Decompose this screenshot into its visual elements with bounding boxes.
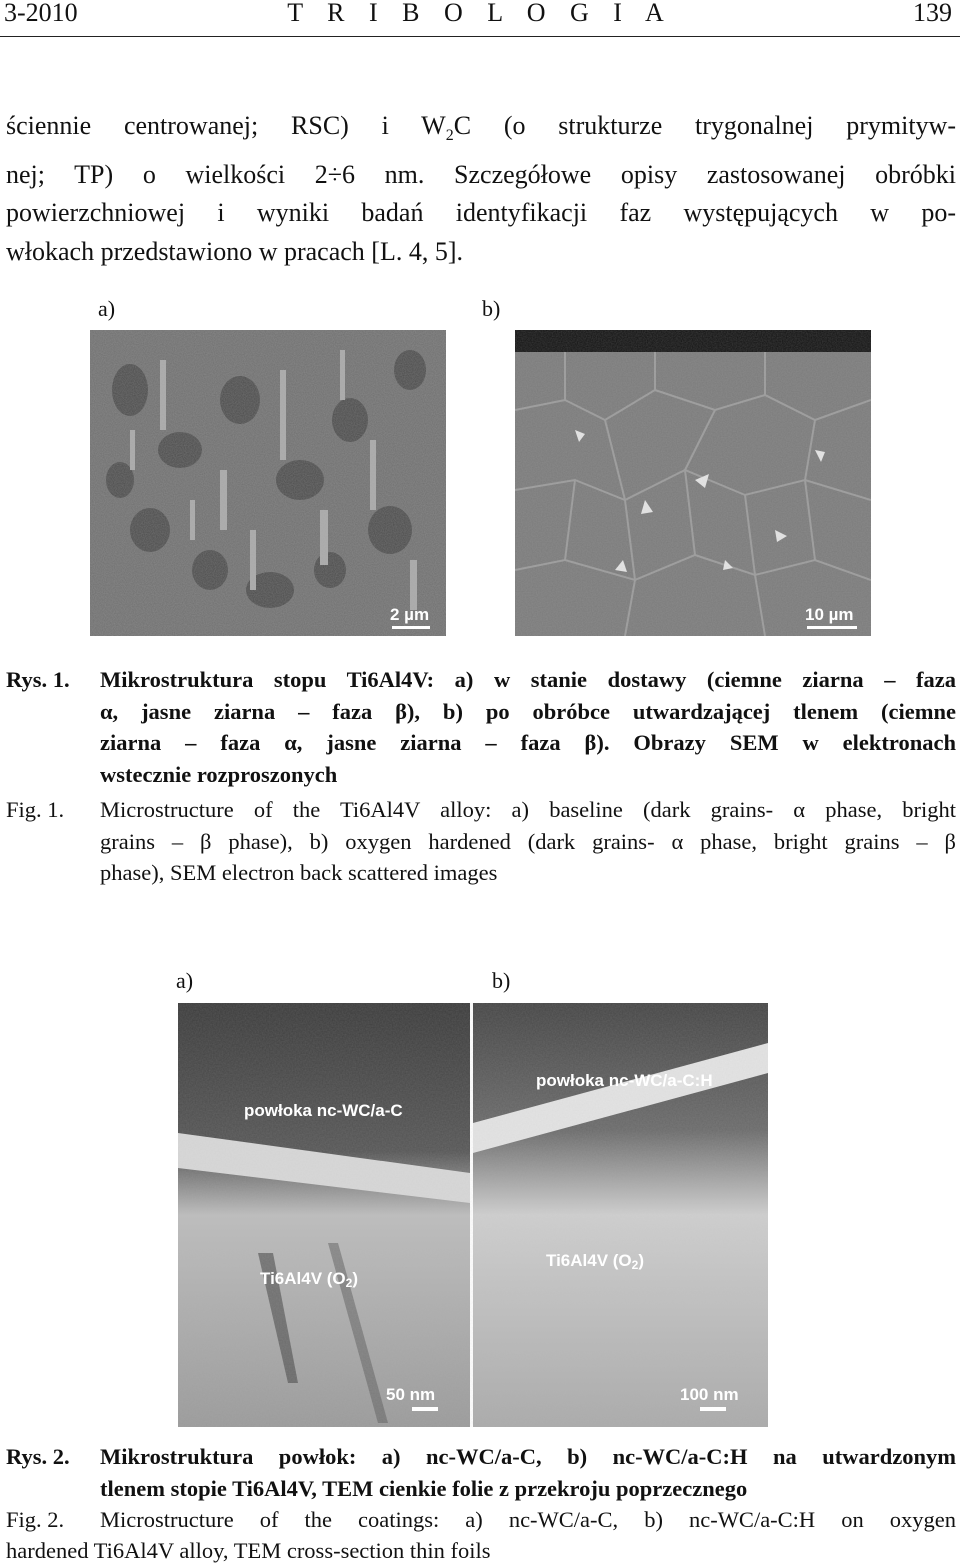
caption-line: Microstructure of the Ti6Al4V alloy: a) baseline (dark grains- α phase, bright bbox=[100, 797, 956, 822]
page-number: 139 bbox=[913, 0, 952, 27]
fig1b-scale-label: 10 µm bbox=[805, 605, 854, 624]
fig2b-coating-label: powłoka nc-WC/a-C:H bbox=[536, 1071, 713, 1090]
paragraph-line: włokach przedstawiono w pracach [L. 4, 5]. bbox=[6, 236, 463, 266]
caption-line: α, jasne ziarna – faza β), b) po obróbce utwardzającej tlenem (ciemne bbox=[100, 698, 956, 724]
fig2-caption-pl-tag: Rys. 2. bbox=[6, 1444, 70, 1469]
fig2-label-b: b) bbox=[492, 968, 511, 993]
fig2-caption-pl bbox=[0, 1441, 960, 1505]
fig1b-sem-image bbox=[515, 330, 871, 636]
caption-line: phase), SEM electron back scattered images bbox=[100, 860, 498, 885]
caption-line: grains – β phase), b) oxygen hardened (dark grains- α phase, bright grains – β bbox=[100, 828, 956, 854]
fig2-caption-en-tag: Fig. 2. bbox=[6, 1507, 65, 1532]
fig1-caption-en-tag: Fig. 1. bbox=[6, 797, 65, 822]
body-paragraph bbox=[6, 107, 956, 271]
fig2b-scale-label: 100 nm bbox=[680, 1385, 739, 1404]
fig1-label-b: b) bbox=[482, 296, 501, 321]
fig1a-scale-label: 2 µm bbox=[390, 605, 430, 624]
journal-title: T R I B O L O G I A bbox=[287, 0, 673, 27]
fig1a-sem-image bbox=[90, 330, 446, 636]
paragraph-line: nej; TP) o wielkości 2÷6 nm. Szczegółowe opisy zastosowanej obróbki bbox=[6, 159, 956, 189]
header-rule bbox=[0, 36, 960, 37]
caption-line: ziarna – faza α, jasne ziarna – faza β). Obrazy SEM w elektronach bbox=[100, 730, 956, 755]
fig2a-substrate-label: Ti6Al4V (O2) bbox=[260, 1269, 359, 1290]
fig2a-coating-label: powłoka nc-WC/a-C bbox=[244, 1101, 403, 1120]
fig2-tem-image bbox=[178, 1003, 768, 1427]
caption-line: Microstructure of the coatings: a) nc-WC/a-C, b) nc-WC/a-C:H on oxygen bbox=[100, 1507, 956, 1532]
caption-line: wstecznie rozproszonych bbox=[100, 761, 338, 787]
paragraph-line: ściennie centrowanej; RSC) i $W_2C$ (o strukturze trygonalnej prymityw- bbox=[6, 111, 956, 145]
caption-line: Mikrostruktura powłok: a) nc-WC/a-C, b) nc-WC/a-C:H na utwardzonym bbox=[100, 1444, 956, 1469]
caption-line: Mikrostruktura stopu Ti6Al4V: a) w stanie dostawy (ciemne ziarna – faza bbox=[100, 667, 956, 692]
fig2a-scale-label: 50 nm bbox=[386, 1385, 436, 1404]
fig1-caption-pl-tag: Rys. 1. bbox=[6, 667, 70, 692]
fig2b-substrate-label: Ti6Al4V (O2) bbox=[546, 1251, 645, 1272]
fig2-label-a: a) bbox=[176, 968, 194, 993]
fig2-caption-en-continued: hardened Ti6Al4V alloy, TEM cross-section thin foils bbox=[6, 1538, 491, 1563]
fig1-caption-pl bbox=[0, 664, 960, 794]
caption-line: tlenem stopie Ti6Al4V, TEM cienkie folie z przekroju poprzecznego bbox=[100, 1475, 748, 1501]
fig1-label-a: a) bbox=[98, 296, 116, 321]
running-header bbox=[0, 0, 960, 30]
issue-number: 3-2010 bbox=[4, 0, 78, 27]
fig1-caption-en bbox=[0, 794, 960, 894]
paragraph-line: powierzchniowej i wyniki badań identyfikacji faz występujących w po- bbox=[6, 198, 956, 228]
